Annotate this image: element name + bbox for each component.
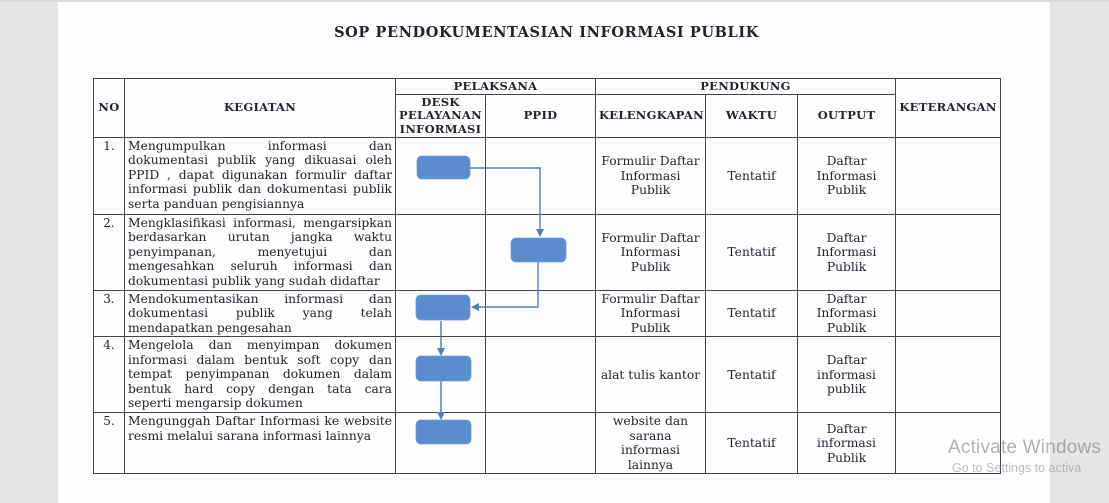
col-header-kelengkapan: KELENGKAPAN (596, 95, 706, 138)
sop-table (93, 78, 1001, 474)
row-number: 4. (94, 337, 125, 413)
table-row (94, 413, 1001, 474)
row-number: 2. (94, 214, 125, 290)
viewer-left-margin (0, 2, 59, 503)
kegiatan-cell: Mendokumentasikan informasi dan dokumentasi publik yang telah mendapatkan pengesahan (125, 290, 396, 337)
table-row (94, 290, 1001, 337)
output-cell: Daftar informasi Publik (798, 413, 896, 474)
waktu-cell: Tentatif (706, 290, 798, 337)
table-row (94, 137, 1001, 214)
desk-flow-cell (396, 137, 486, 214)
kelengkapan-cell: alat tulis kantor (596, 337, 706, 413)
ppid-flow-cell (486, 290, 596, 337)
output-cell: Daftar Informasi Publik (798, 214, 896, 290)
kelengkapan-cell: Formulir Daftar Informasi Publik (596, 214, 706, 290)
col-header-desk: DESK PELAYANAN INFORMASI (396, 95, 486, 138)
col-header-waktu: WAKTU (706, 95, 798, 138)
waktu-cell: Tentatif (706, 137, 798, 214)
keterangan-cell (896, 337, 1001, 413)
activate-windows-watermark (948, 437, 1101, 475)
kelengkapan-cell: Formulir Daftar Informasi Publik (596, 137, 706, 214)
kegiatan-cell: Mengunggah Daftar Informasi ke website resmi melalui sarana informasi lainnya (125, 413, 396, 474)
waktu-cell: Tentatif (706, 214, 798, 290)
col-header-ppid: PPID (486, 95, 596, 138)
document-page (58, 2, 1050, 503)
table-row (94, 337, 1001, 413)
ppid-flow-cell (486, 337, 596, 413)
keterangan-cell (896, 290, 1001, 337)
col-group-pelaksana: PELAKSANA (396, 79, 596, 95)
kelengkapan-cell: Formulir Daftar Informasi Publik (596, 290, 706, 337)
kegiatan-cell: Mengklasifikasi informasi, mengarsipkan berdasarkan urutan jangka waktu penyimpanan, menyetujui dan mengesahkan seluruh informasi dan dokumentasi publik yang sudah didaftar (125, 214, 396, 290)
document-title: SOP PENDOKUMENTASIAN INFORMASI PUBLIK (334, 24, 759, 41)
row-number: 3. (94, 290, 125, 337)
ppid-flow-cell (486, 214, 596, 290)
row-number: 1. (94, 137, 125, 214)
waktu-cell: Tentatif (706, 337, 798, 413)
desk-flow-cell (396, 413, 486, 474)
viewer-right-margin (1049, 2, 1109, 503)
col-header-kegiatan: KEGIATAN (125, 79, 396, 138)
output-cell: Daftar informasi publik (798, 337, 896, 413)
desk-flow-cell (396, 290, 486, 337)
row-number: 5. (94, 413, 125, 474)
col-group-pendukung: PENDUKUNG (596, 79, 896, 95)
ppid-flow-cell (486, 137, 596, 214)
desk-flow-cell (396, 337, 486, 413)
keterangan-cell (896, 137, 1001, 214)
activate-windows-text: Activate Windows (948, 437, 1102, 458)
kegiatan-cell: Mengumpulkan informasi dan dokumentasi publik yang dikuasai oleh PPID , dapat digunakan formulir daftar informasi publik dan dokumentasi publik serta panduan pengisiannya (125, 137, 396, 214)
output-cell: Daftar Informasi Publik (798, 137, 896, 214)
table-row (94, 214, 1001, 290)
col-header-no: NO (94, 79, 125, 138)
col-header-output: OUTPUT (798, 95, 896, 138)
kegiatan-cell: Mengelola dan menyimpan dokumen informasi dalam bentuk soft copy dan tempat penyimpanan dokumen dalam bentuk hard copy dengan tata cara seperti mengarsip dokumen (125, 337, 396, 413)
keterangan-cell (896, 214, 1001, 290)
desk-flow-cell (396, 214, 486, 290)
kelengkapan-cell: website dan sarana informasi lainnya (596, 413, 706, 474)
go-to-settings-text: Go to Settings to activa (952, 461, 1082, 475)
col-header-keterangan: KETERANGAN (896, 79, 1001, 138)
output-cell: Daftar Informasi Publik (798, 290, 896, 337)
ppid-flow-cell (486, 413, 596, 474)
waktu-cell: Tentatif (706, 413, 798, 474)
